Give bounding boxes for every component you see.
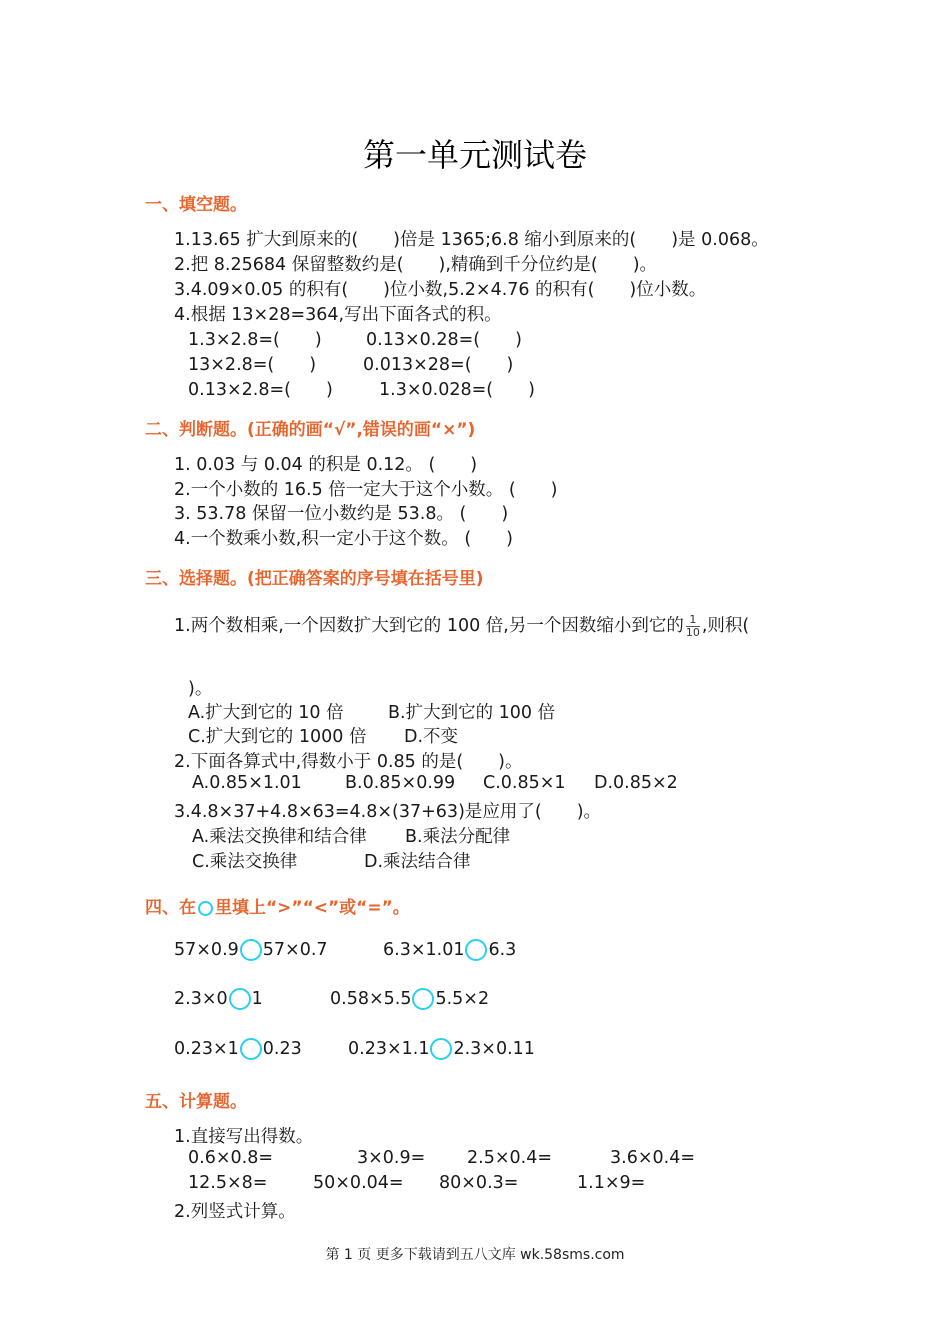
fraction-denominator: 10: [685, 625, 700, 639]
calc-item: 3.6×0.4=: [610, 1148, 695, 1168]
compare-item: [383, 939, 516, 961]
choice-q3-option-b: B.乘法分配律: [405, 827, 511, 847]
compare-item: [174, 988, 263, 1010]
compare-left: 57×0.9: [174, 940, 239, 960]
compare-item: [330, 988, 489, 1010]
calc-item: 12.5×8=: [188, 1173, 268, 1193]
answer-circle[interactable]: [430, 1038, 452, 1060]
section-heading-multiple-choice: 三、选择题。(把正确答案的序号填在括号里): [145, 569, 484, 589]
choice-q1: [174, 612, 749, 639]
calc-item: 1.1×9=: [577, 1173, 646, 1193]
section-heading-fill-blank: 一、填空题。: [145, 195, 247, 215]
choice-q3: 3.4.8×37+4.8×63=4.8×(37+63)是应用了( )。: [174, 802, 602, 822]
answer-circle[interactable]: [465, 939, 487, 961]
answer-circle[interactable]: [229, 988, 251, 1010]
choice-q2: 2.下面各算式中,得数小于 0.85 的是( )。: [174, 752, 523, 772]
fill-blank-q4-item: 1.3×2.8=( ): [188, 330, 322, 350]
calc-item: 3×0.9=: [357, 1148, 426, 1168]
fill-blank-q4-item: 13×2.8=( ): [188, 355, 317, 375]
choice-q1-tail: ,则积(: [701, 616, 750, 636]
compare-item: [348, 1038, 535, 1060]
calc-item: 2.5×0.4=: [467, 1148, 552, 1168]
fill-blank-q4-item: 0.013×28=( ): [363, 355, 514, 375]
compare-right: 6.3: [488, 940, 517, 960]
answer-circle[interactable]: [240, 939, 262, 961]
choice-q2-option-b: B.0.85×0.99: [345, 773, 456, 793]
calc-item: 80×0.3=: [439, 1173, 519, 1193]
choice-q3-option-c: C.乘法交换律: [192, 852, 298, 872]
compare-left: 0.23×1: [174, 1039, 239, 1059]
true-false-q3: 3. 53.78 保留一位小数约是 53.8。 ( ): [174, 504, 509, 524]
choice-q1-text: 1.两个数相乘,一个因数扩大到它的 100 倍,另一个因数缩小到它的: [174, 616, 684, 636]
compare-right: 2.3×0.11: [453, 1039, 535, 1059]
choice-q1-option-b: B.扩大到它的 100 倍: [388, 703, 556, 723]
compare-right: 1: [251, 989, 263, 1009]
circle-icon: [198, 901, 213, 916]
compare-heading-pre: 四、在: [145, 898, 196, 918]
fill-blank-q4: 4.根据 13×28=364,写出下面各式的积。: [174, 305, 502, 325]
fill-blank-q1: 1.13.65 扩大到原来的( )倍是 1365;6.8 缩小到原来的( )是 0.068。: [174, 230, 769, 250]
compare-right: 57×0.7: [262, 940, 328, 960]
choice-q3-option-d: D.乘法结合律: [364, 852, 471, 872]
section-heading-calculation: 五、计算题。: [145, 1092, 247, 1112]
compare-heading-post: 里填上“>”“<”或“=”。: [215, 898, 410, 918]
section-heading-compare: [145, 893, 410, 918]
fill-blank-q4-item: 0.13×0.28=( ): [366, 330, 522, 350]
choice-q2-option-a: A.0.85×1.01: [192, 773, 302, 793]
section-heading-true-false: 二、判断题。(正确的画“√”,错误的画“×”): [145, 420, 476, 440]
fraction-one-tenth: [686, 614, 700, 639]
calc-item: 0.6×0.8=: [188, 1148, 273, 1168]
compare-left: 2.3×0: [174, 989, 228, 1009]
fill-blank-q2: 2.把 8.25684 保留整数约是( ),精确到千分位约是( )。: [174, 255, 658, 275]
compare-left: 0.23×1.1: [348, 1039, 430, 1059]
calc-q1: 1.直接写出得数。: [174, 1127, 314, 1147]
fill-blank-q4-item: 0.13×2.8=( ): [188, 380, 333, 400]
page-footer: 第 1 页 更多下载请到五八文库 wk.58sms.com: [325, 1247, 625, 1263]
compare-left: 0.58×5.5: [330, 989, 412, 1009]
compare-left: 6.3×1.01: [383, 940, 465, 960]
choice-q1-option-a: A.扩大到它的 10 倍: [188, 703, 344, 723]
choice-q2-option-d: D.0.85×2: [594, 773, 678, 793]
fill-blank-q4-item: 1.3×0.028=( ): [379, 380, 535, 400]
fraction-numerator: 1: [686, 614, 700, 627]
true-false-q4: 4.一个数乘小数,积一定小于这个数。 ( ): [174, 529, 513, 549]
compare-right: 0.23: [262, 1039, 302, 1059]
choice-q3-option-a: A.乘法交换律和结合律: [192, 827, 367, 847]
compare-right: 5.5×2: [435, 989, 490, 1009]
compare-item: [174, 1038, 302, 1060]
choice-q1-option-c: C.扩大到它的 1000 倍: [188, 727, 367, 747]
true-false-q2: 2.一个小数的 16.5 倍一定大于这个小数。 ( ): [174, 480, 558, 500]
calc-item: 50×0.04=: [313, 1173, 404, 1193]
calc-q2: 2.列竖式计算。: [174, 1202, 296, 1222]
answer-circle[interactable]: [412, 988, 434, 1010]
choice-q1-option-d: D.不变: [404, 727, 459, 747]
page-title: 第一单元测试卷: [362, 136, 587, 174]
compare-item: [174, 939, 328, 961]
answer-circle[interactable]: [240, 1038, 262, 1060]
choice-q2-option-c: C.0.85×1: [483, 773, 566, 793]
true-false-q1: 1. 0.03 与 0.04 的积是 0.12。 ( ): [174, 455, 478, 475]
fill-blank-q3: 3.4.09×0.05 的积有( )位小数,5.2×4.76 的积有( )位小数。: [174, 280, 707, 300]
choice-q1-close: )。: [188, 679, 213, 699]
